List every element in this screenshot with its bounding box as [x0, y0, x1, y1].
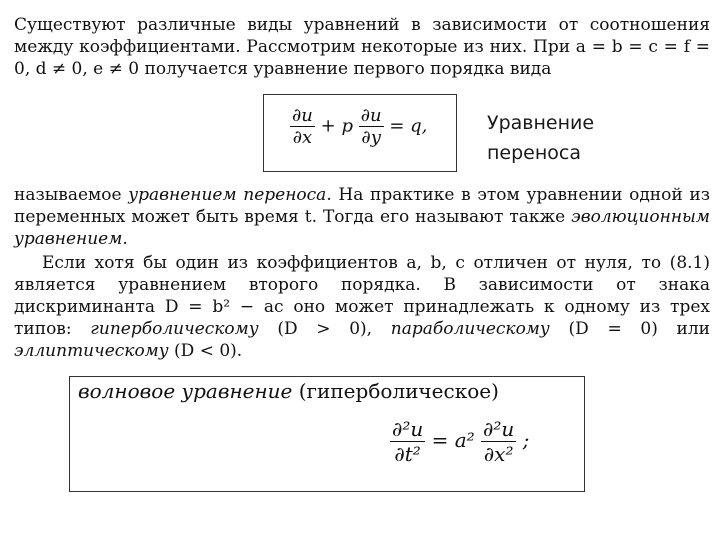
d2u-dx2-fraction: $\frac{\text{∂²u}}{\text{∂x²}}$ [483, 417, 515, 466]
du-dx-fraction: $\frac{\partial u}{\partial x}$ [292, 105, 313, 148]
term-evolution: эволюционным уравнением [14, 207, 710, 249]
du-dy-fraction: $\frac{\partial u}{\partial y}$ [360, 105, 382, 148]
d2u-dt2-fraction: $\frac{\text{∂²u}}{\text{∂t²}}$ [392, 417, 424, 466]
equals-a2: = a² [431, 428, 475, 452]
plus-p: + p [320, 115, 353, 137]
type-elliptic: эллиптическому [14, 341, 169, 361]
wave-equation-box [69, 376, 585, 492]
equals-q: = q, [389, 115, 428, 137]
wave-equation: $\frac{\text{∂²u}}{\text{∂t²}}$ = a² $\frac{\text{∂²u}}{\text{∂x²}}$ ; [392, 417, 530, 466]
classification-paragraph: Если хотя бы один из коэффициентов a, b, c отличен от нуля, то (8.1) является уравнением второго порядка. В зависимости от знака дискриминанта D = b² − ac оно может принадлежать к одному из трех типов: гиперболическому (D > 0), параболическому (D = 0) или эллиптическому (D < 0). [14, 253, 710, 361]
type-hyperbolic: гиперболическому [90, 319, 259, 339]
wave-title: волновое уравнение (гиперболическое) [78, 379, 499, 403]
term-transport: уравнением переноса [128, 185, 327, 205]
type-parabolic: параболическому [390, 319, 550, 339]
intro-paragraph: Существуют различные виды уравнений в зависимости от соотношения между коэффициентами. Рассмотрим некоторые из них. При a = b = c = f = 0, d ≠ 0, e ≠ 0 получается уравнение первого порядка вида [14, 15, 710, 79]
transport-equation-box [263, 94, 457, 172]
transport-equation [290, 105, 427, 148]
transport-caption: Уравнение переноса [487, 112, 595, 164]
definition-paragraph: называемое уравнением переноса. На практике в этом уравнении одной из переменных может быть время t. Тогда его называют также эволюционным уравнением. [14, 185, 710, 249]
